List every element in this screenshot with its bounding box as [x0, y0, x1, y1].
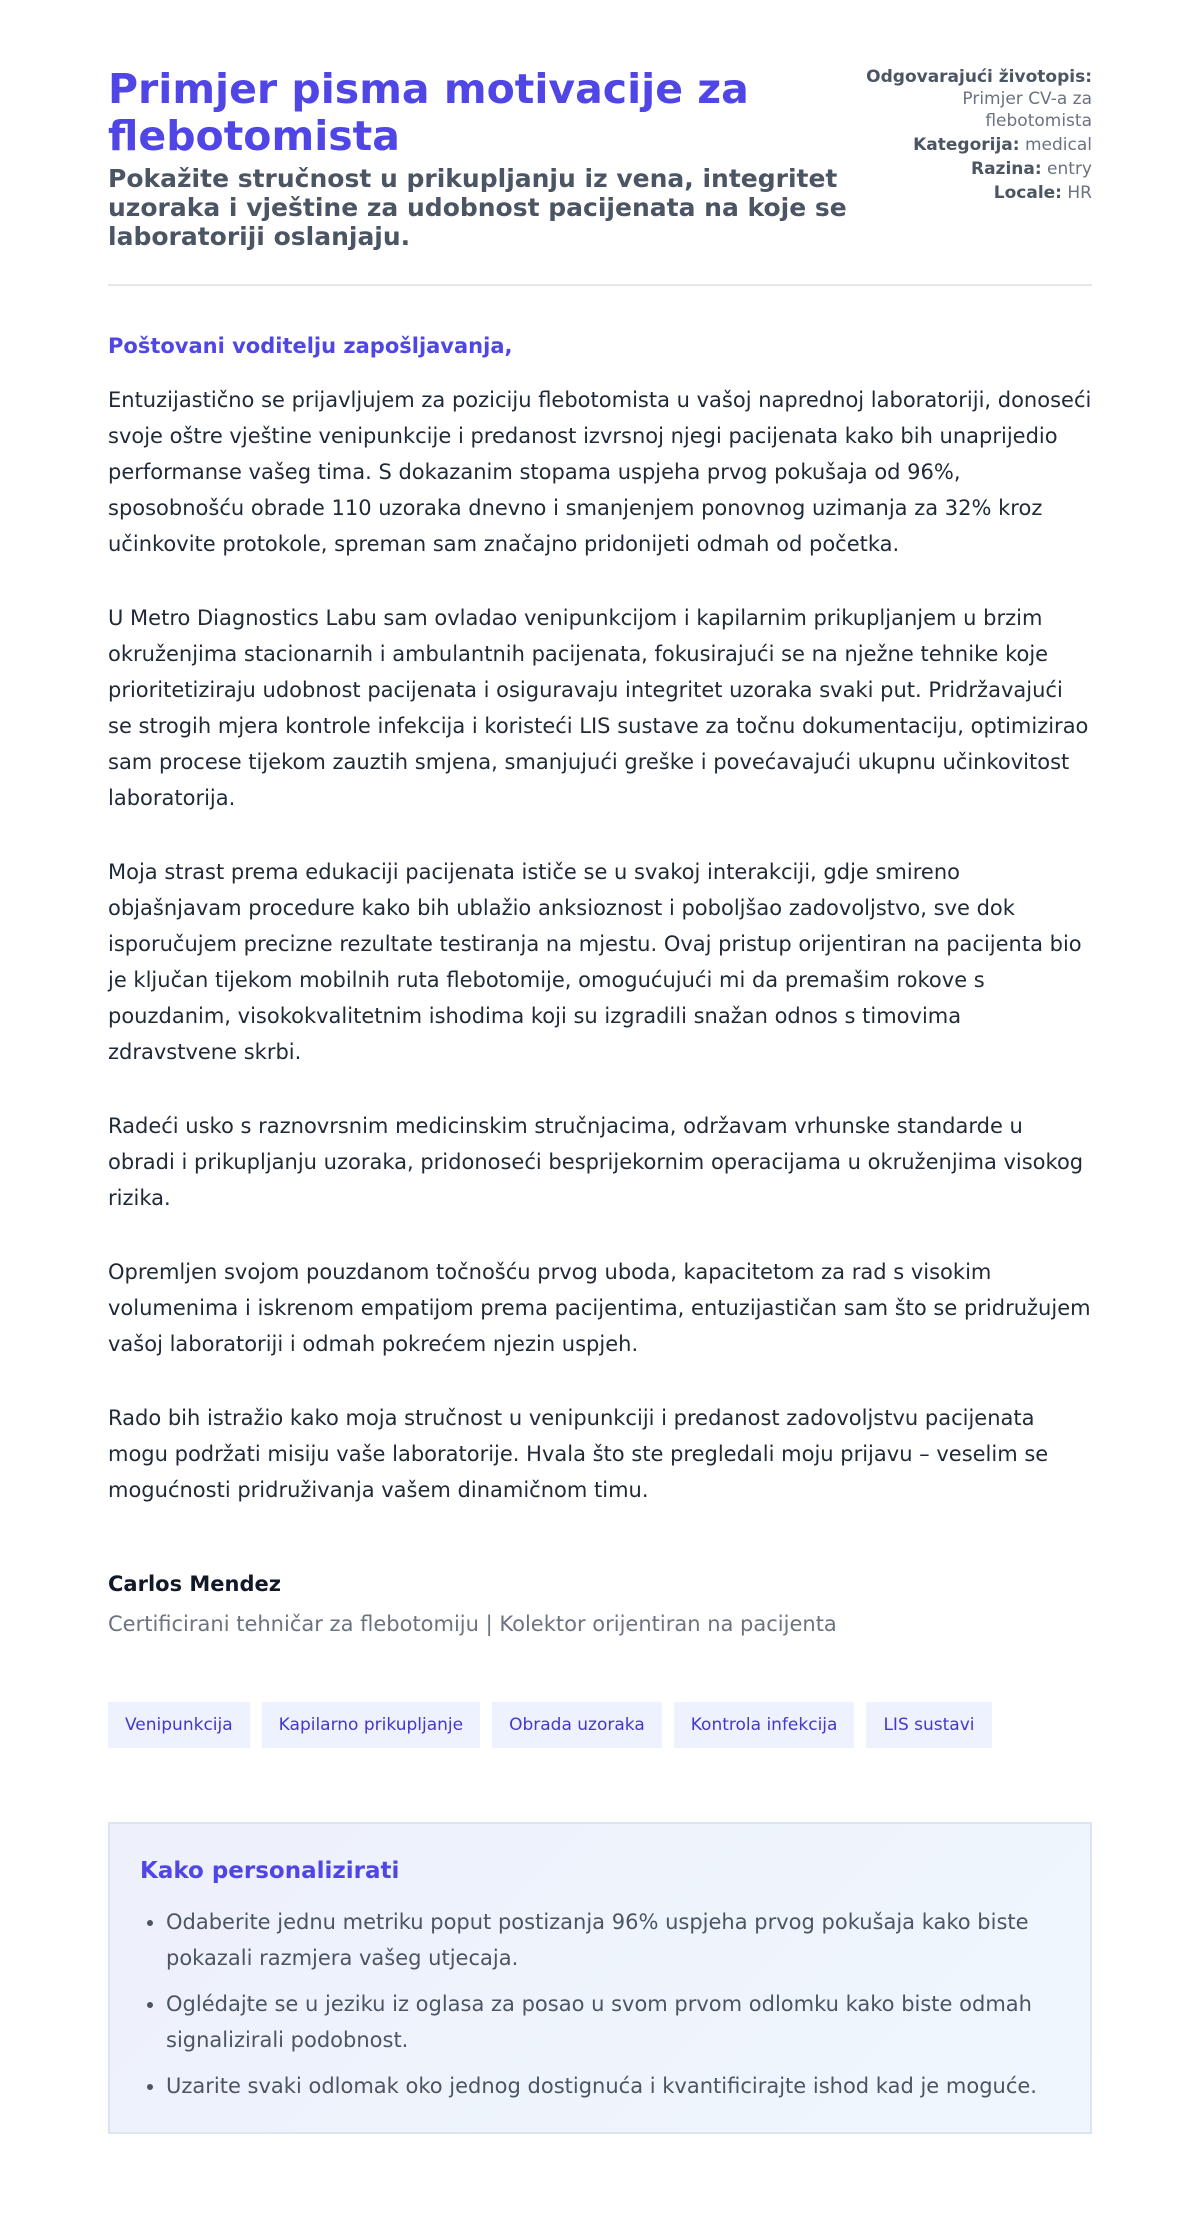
skill-tag: Kontrola infekcija — [674, 1702, 855, 1748]
meta-level-label: Razina: — [970, 159, 1042, 179]
letter-paragraph: U Metro Diagnostics Labu sam ovladao venipunkcijom i kapilarnim prikupljanjem u brzim okruženjima stacionarnih i ambulantnih pacijenata, fokusirajući se na nježne tehnike koje prioritetiziraju udobnost pacijenata i osiguravaju integritet uzoraka svaki put. Pridržavajući se strogih mjera kontrole infekcija i koristeći LIS sustave za točnu dokumentaciju, optimizirao sam procese tijekom zauztih smjena, smanjujući greške i povećavajući ukupnu učinkovitost laboratorija. — [108, 606, 1089, 810]
skill-tag: Kapilarno prikupljanje — [262, 1702, 480, 1748]
meta-category — [862, 134, 1092, 156]
signer-name: Carlos Mendez — [108, 1572, 281, 1596]
meta-category-label: Kategorija: — [913, 135, 1020, 155]
page-title: Primjer pisma motivacije za flebotomista — [108, 65, 749, 160]
letter-paragraph: Moja strast prema edukaciji pacijenata ističe se u svakoj interakciji, gdje smireno objašnjavam procedure kako bih ublažio anksioznost i poboljšao zadovoljstvo, sve dok isporučujem precizne rezultate testiranja na mjestu. Ovaj pristup orijentiran na pacijenta bio je ključan tijekom mobilnih ruta flebotomije, omogućujući mi da premašim rokove s pouzdanim, visokokvalitetnim ishodima koji su izgradili snažan odnos s timovima zdravstvene skrbi. — [108, 860, 1082, 1064]
letter-paragraph: Radeći usko s raznovrsnim medicinskim stručnjacima, održavam vrhunske standarde u obradi i prikupljanju uzoraka, pridonoseći besprijekornim operacijama u okruženjima visokog rizika. — [108, 1114, 1084, 1210]
skill-tag: Obrada uzoraka — [492, 1702, 662, 1748]
page-subtitle: Pokažite stručnost u prikupljanju iz vena, integritet uzoraka i vještine za udobnost pacijenata na koje se laboratoriji oslanjaju. — [108, 164, 847, 251]
meta-locale — [862, 182, 1092, 204]
tip-item: • Oglédajte se u jeziku iz oglasa za posao u svom prvom odlomku kako biste odmah signalizirali podobnost. — [166, 1986, 1060, 2058]
meta-locale-label: Locale: — [993, 183, 1062, 203]
page-header — [108, 66, 1092, 286]
meta-locale-value: HR — [1067, 183, 1092, 203]
letter-paragraph: Opremljen svojom pouzdanom točnošću prvog uboda, kapacitetom za rad s visokim volumenima i iskrenom empatijom prema pacijentima, entuzijastičan sam što se pridružujem vašoj laboratoriji i odmah pokrećem njezin uspjeh. — [108, 1260, 1091, 1356]
meta-resume-value[interactable]: Primjer CV-a za flebotomista — [962, 89, 1092, 131]
signer-title: Certificirani tehničar za flebotomiju | Kolektor orijentiran na pacijenta — [108, 1612, 837, 1636]
personalize-tips-box — [108, 1822, 1092, 2134]
meta-resume — [862, 66, 1092, 132]
meta-resume-label: Odgovarajući životopis: — [866, 67, 1092, 87]
tip-item: • Uzarite svaki odlomak oko jednog dostignuća i kvantificirajte ishod kad je moguće. — [166, 2068, 1060, 2104]
meta-level — [862, 158, 1092, 180]
letter-body — [108, 382, 1092, 1508]
letter-paragraph: Entuzijastično se prijavljujem za poziciju flebotomista u vašoj naprednoj laboratoriji, donoseći svoje oštre vještine venipunkcije i predanost izvrsnoj njegi pacijenata kako bih unaprijedio performanse vašeg tima. S dokazanim stopama uspjeha prvog pokušaja od 96%, sposobnošću obrade 110 uzoraka dnevno i smanjenjem ponovnog uzimanja za 32% kroz učinkovite protokole, spreman sam značajno pridonijeti odmah od početka. — [108, 388, 1092, 556]
skill-tag: Venipunkcija — [108, 1702, 250, 1748]
letter-greeting: Poštovani voditelju zapošljavanja, — [108, 334, 513, 358]
skill-tag: LIS sustavi — [866, 1702, 991, 1748]
tips-heading: Kako personalizirati — [140, 1858, 400, 1884]
letter-paragraph: Rado bih istražio kako moja stručnost u venipunkciji i predanost zadovoljstvu pacijenata mogu podržati misiju vaše laboratorije. Hvala što ste pregledali moju prijavu – veselim se mogućnosti pridruživanja vašem dinamičnom timu. — [108, 1406, 1049, 1502]
meta-panel — [862, 66, 1092, 206]
skill-tags — [108, 1702, 1092, 1748]
tips-list — [140, 1904, 1060, 2104]
meta-level-value: entry — [1047, 159, 1092, 179]
meta-category-value: medical — [1024, 135, 1092, 155]
tip-item: • Odaberite jednu metriku poput postizanja 96% uspjeha prvog pokušaja kako biste pokazali razmjera vašeg utjecaja. — [166, 1904, 1060, 1976]
